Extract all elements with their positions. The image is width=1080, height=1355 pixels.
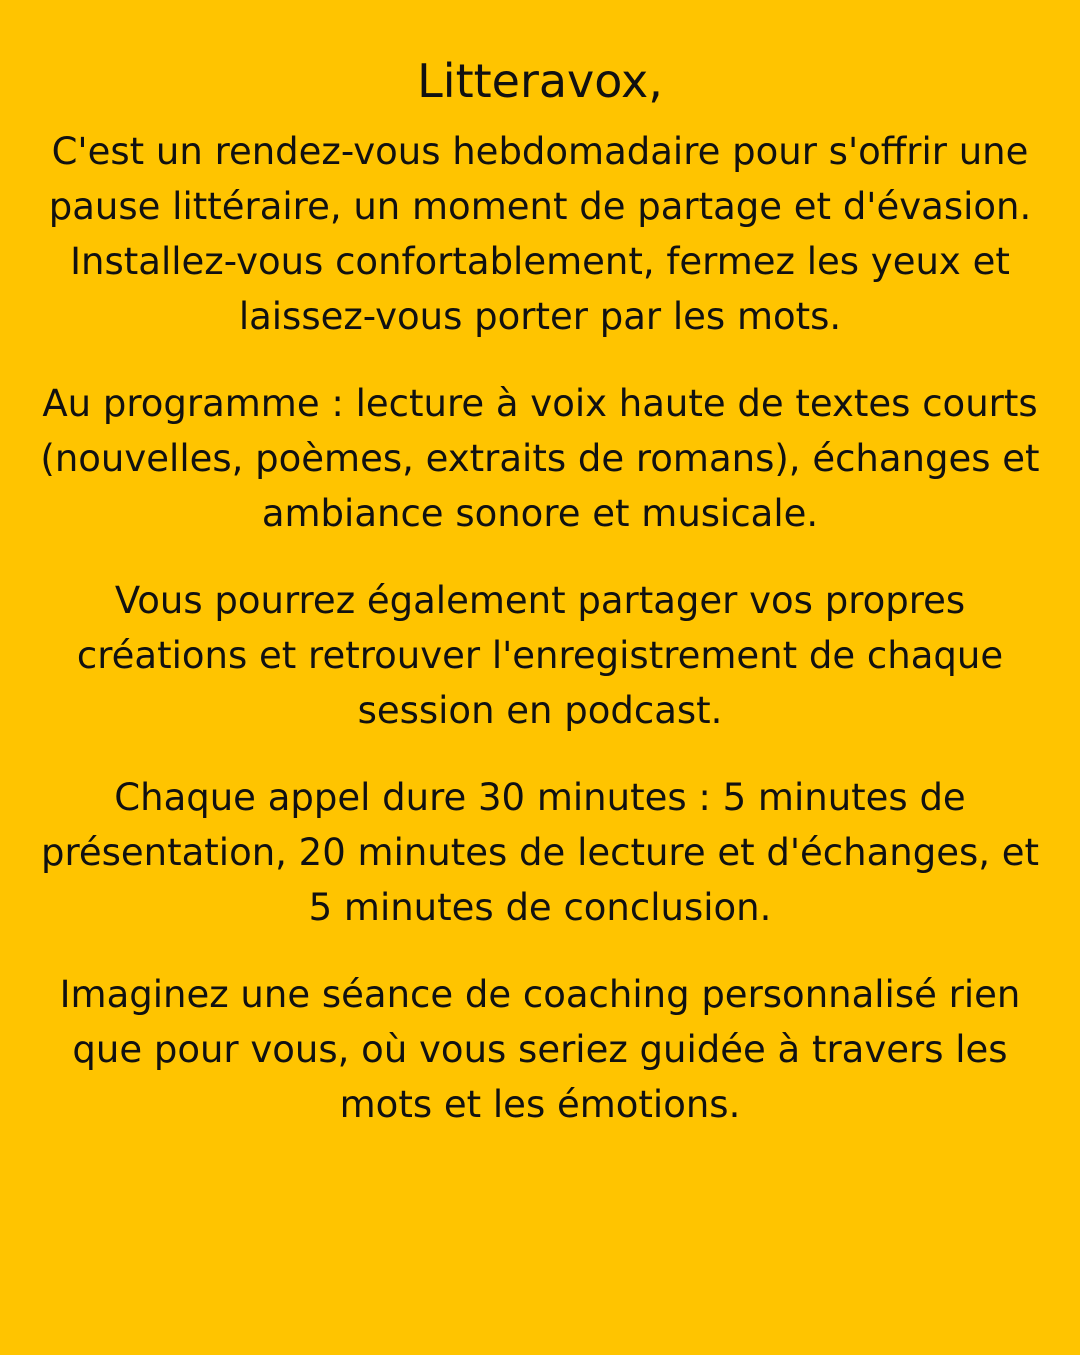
paragraph-schedule: Chaque appel dure 30 minutes : 5 minutes de présentation, 20 minutes de lecture et d'échanges, et 5 minutes de conclusion. bbox=[40, 775, 1040, 929]
paragraph-coaching: Imaginez une séance de coaching personnalisé rien que pour vous, où vous seriez guidée à travers les mots et les émotions. bbox=[59, 972, 1021, 1126]
paragraph-intro: C'est un rendez-vous hebdomadaire pour s'offrir une pause littéraire, un moment de partage et d'évasion. Installez-vous confortablement, fermez les yeux et laissez-vous porter par les mots. bbox=[48, 129, 1032, 338]
paragraph-program: Au programme : lecture à voix haute de textes courts (nouvelles, poèmes, extraits de romans), échanges et ambiance sonore et musicale. bbox=[40, 381, 1040, 535]
page-title: Litteravox, bbox=[417, 54, 663, 108]
paragraph-sharing: Vous pourrez également partager vos propres créations et retrouver l'enregistrement de chaque session en podcast. bbox=[76, 578, 1004, 732]
